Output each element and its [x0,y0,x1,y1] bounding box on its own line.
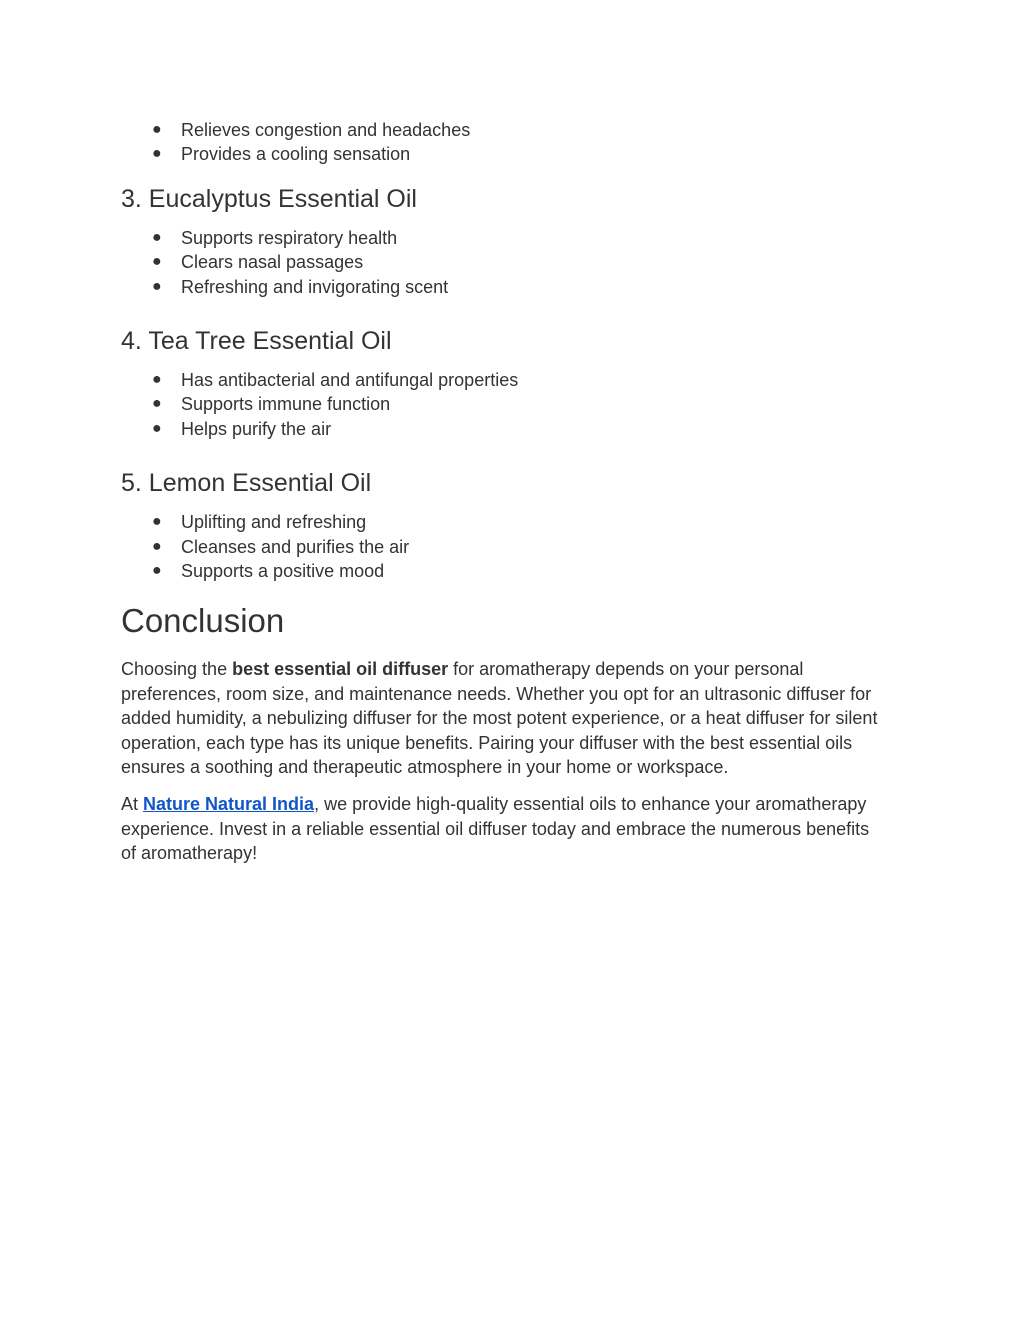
document-page [121,118,911,866]
list-item-text: Helps purify the air [181,418,332,439]
text-span: , we provide high-quality essential oils to enhance your aromatherapy [314,794,867,815]
paragraph-line: of aromatherapy! [121,843,258,864]
list-item [121,118,911,142]
paragraph-line: experience. Invest in a reliable essential oil diffuser today and embrace the numerous benefits [121,818,870,839]
list-item [121,250,911,274]
lemon-benefits-list [121,510,911,583]
paragraph-line [121,659,803,679]
list-item-text: Provides a cooling sensation [181,144,411,165]
bullet-icon: ● [152,145,162,163]
closing-paragraph [121,792,911,865]
keyword-bold: best essential oil diffuser [232,659,449,680]
paragraph-line [121,794,866,814]
conclusion-paragraph [121,657,911,779]
text-span: for aromatherapy depends on your personal [448,659,804,680]
list-item-text: Refreshing and invigorating scent [181,276,449,297]
list-item-text: Relieves congestion and headaches [181,120,471,140]
text-span: Choosing the [121,659,233,680]
nature-natural-india-link[interactable]: Nature Natural India [143,794,315,815]
list-item [121,275,911,299]
bullet-icon: ● [152,395,162,413]
bullet-icon: ● [152,561,162,579]
bullet-icon: ● [152,228,162,246]
bullet-icon: ● [152,121,162,138]
bullet-icon: ● [152,513,162,531]
list-item [121,510,911,534]
lemon-heading: 5. Lemon Essential Oil [121,469,372,498]
tea-tree-benefits-list [121,368,911,441]
list-item [121,559,911,583]
list-item-text: Supports respiratory health [181,227,398,248]
list-item-text: Has antibacterial and antifungal properties [181,369,519,390]
text-span: At [121,794,144,815]
conclusion-heading: Conclusion [121,602,285,640]
bullet-icon: ● [152,370,162,388]
paragraph-line: preferences, room size, and maintenance needs. Whether you opt for an ultrasonic diffuser for [121,683,872,704]
list-item [121,368,911,392]
list-item-text: Cleanses and purifies the air [181,536,410,557]
list-item [121,535,911,559]
list-item [121,226,911,250]
bullet-icon: ● [152,419,162,437]
eucalyptus-heading: 3. Eucalyptus Essential Oil [121,184,417,213]
paragraph-line: added humidity, a nebulizing diffuser for the most potent experience, or a heat diffuser for silent [121,708,878,729]
list-item [121,392,911,416]
eucalyptus-benefits-list [121,226,911,299]
paragraph-line: ensures a soothing and therapeutic atmosphere in your home or workspace. [121,756,729,777]
peppermint-benefits-list [121,118,911,167]
list-item-text: Uplifting and refreshing [181,512,367,533]
bullet-icon: ● [152,253,162,271]
list-item-text: Supports a positive mood [181,560,385,581]
bullet-icon: ● [152,537,162,555]
list-item-text: Supports immune function [181,394,391,415]
list-item [121,142,911,166]
list-item-text: Clears nasal passages [181,252,364,273]
bullet-icon: ● [152,277,162,295]
tea-tree-heading: 4. Tea Tree Essential Oil [121,326,392,355]
list-item [121,417,911,441]
paragraph-line: operation, each type has its unique benefits. Pairing your diffuser with the best essential oils [121,732,853,753]
